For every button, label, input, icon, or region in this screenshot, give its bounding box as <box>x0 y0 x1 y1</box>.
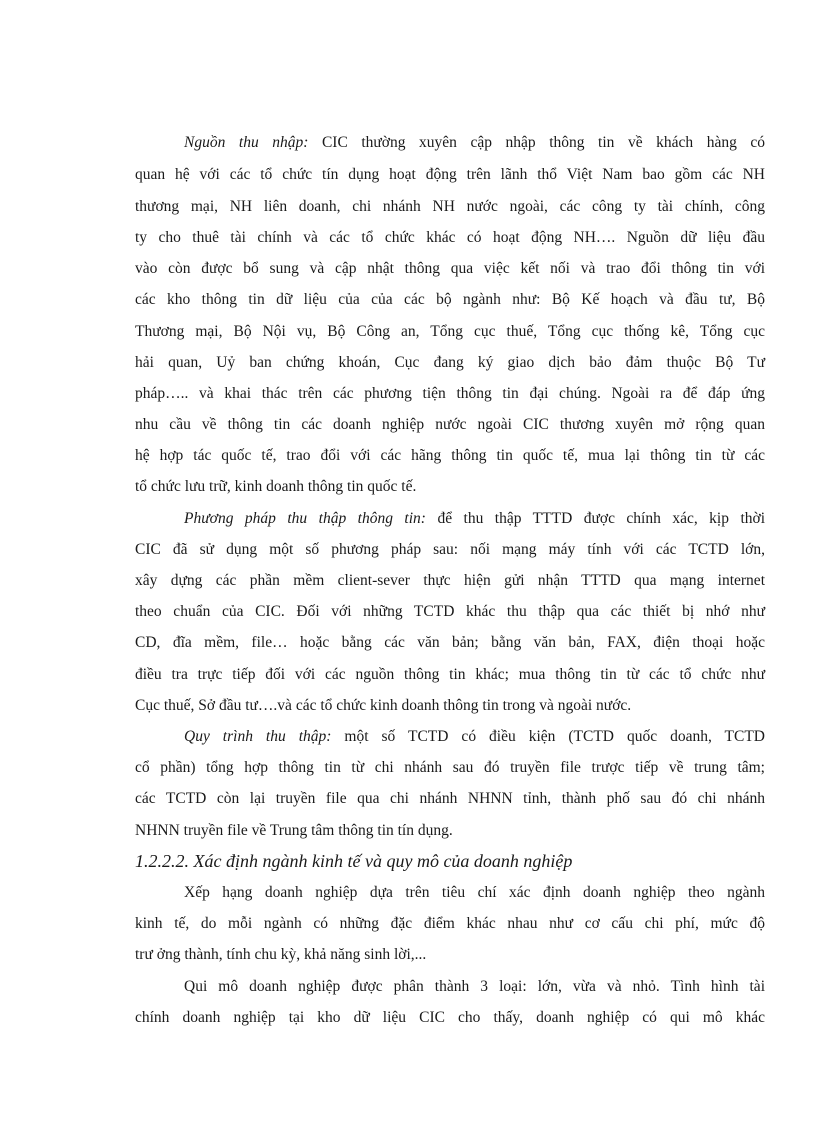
paragraph-line: NHNN truyền file về Trung tâm thông tin tín dụng. <box>135 822 453 839</box>
paragraph-line: Xếp hạng doanh nghiệp dựa trên tiêu chí xác định doanh nghiệp theo ngành <box>184 884 765 901</box>
paragraph-line: trư ởng thành, tính chu kỳ, khả năng sinh lời,... <box>135 946 427 963</box>
paragraph-line: chính doanh nghiệp tại kho dữ liệu CIC cho thấy, doanh nghiệp có qui mô khác <box>135 1009 765 1026</box>
paragraph-line: cổ phần) tổng hợp thông tin từ chi nhánh sau đó truyền file trược tiếp về trung tâm; <box>135 759 765 776</box>
paragraph-line: Phương pháp thu thập thông tin: để thu thập TTTD được chính xác, kịp thời <box>184 510 766 527</box>
paragraph-line: các kho thông tin dữ liệu của của các bộ ngành như: Bộ Kế hoạch và đầu tư, Bộ <box>135 291 765 308</box>
paragraph-lead: Phương pháp thu thập thông tin: <box>184 510 426 527</box>
paragraph-line: tổ chức lưu trữ, kinh doanh thông tin quốc tế. <box>135 478 417 495</box>
paragraph-line: xây dựng các phần mềm client-sever thực hiện gửi nhận TTTD qua mạng internet <box>135 572 765 589</box>
paragraph-line: CD, đĩa mềm, file… hoặc bằng các văn bản; bằng văn bản, FAX, điện thoại hoặc <box>135 634 765 651</box>
paragraph-line: nhu cầu về thông tin các doanh nghiệp nước ngoài CIC thương xuyên mở rộng quan <box>135 416 765 433</box>
paragraph-line: vào còn được bổ sung và cập nhật thông qua việc kết nối và trao đổi thông tin với <box>135 260 765 277</box>
paragraph-line: quan hệ với các tổ chức tín dụng hoạt động trên lãnh thổ Việt Nam bao gồm các NH <box>135 166 765 183</box>
paragraph-line: theo chuẩn của CIC. Đối với những TCTD khác thu thập qua các thiết bị nhớ như <box>135 603 765 620</box>
paragraph-line: thương mại, NH liên doanh, chi nhánh NH nước ngoài, các công ty tài chính, công <box>135 198 765 215</box>
paragraph-line: pháp….. và khai thác trên các phương tiện thông tin đại chúng. Ngoài ra để đáp ứng <box>135 385 765 402</box>
paragraph-line: Qui mô doanh nghiệp được phân thành 3 loại: lớn, vừa và nhỏ. Tình hình tài <box>184 978 765 995</box>
paragraph-line: Nguồn thu nhập: CIC thường xuyên cập nhập thông tin về khách hàng có <box>184 134 765 151</box>
paragraph-line: Quy trình thu thập: một số TCTD có điều kiện (TCTD quốc doanh, TCTD <box>184 728 766 745</box>
paragraph-lead: Nguồn thu nhập: <box>184 134 309 151</box>
paragraph-line: các TCTD còn lại truyền file qua chi nhánh NHNN tỉnh, thành phố sau đó chi nhánh <box>135 790 765 807</box>
paragraph-line: ty cho thuê tài chính và các tổ chức khác có hoạt động NH…. Nguồn dữ liệu đầu <box>135 229 765 246</box>
paragraph-line: kinh tế, do mỗi ngành có những đặc điểm khác nhau như cơ cấu chi phí, mức độ <box>135 915 765 932</box>
paragraph-line: Cục thuế, Sở đầu tư….và các tổ chức kinh doanh thông tin trong và ngoài nước. <box>135 697 632 714</box>
paragraph-line: điều tra trực tiếp đối với các nguồn thông tin khác; mua thông tin từ các tổ chức như <box>135 666 765 683</box>
paragraph-line: Thương mại, Bộ Nội vụ, Bộ Công an, Tổng cục thuế, Tổng cục thống kê, Tổng cục <box>135 323 765 340</box>
paragraph-lead: Quy trình thu thập: <box>184 728 332 745</box>
paragraph-line: CIC đã sử dụng một số phương pháp sau: nối mạng máy tính với các TCTD lớn, <box>135 541 765 558</box>
paragraph-line: hải quan, Uỷ ban chứng khoán, Cục đang ký giao dịch bảo đảm thuộc Bộ Tư <box>135 354 765 371</box>
section-heading: 1.2.2.2. Xác định ngành kinh tế và quy mô của doanh nghiệp <box>135 851 573 871</box>
paragraph-line: hệ hợp tác quốc tế, trao đổi với các hãng thông tin quốc tế, mua lại thông tin từ các <box>135 447 765 464</box>
